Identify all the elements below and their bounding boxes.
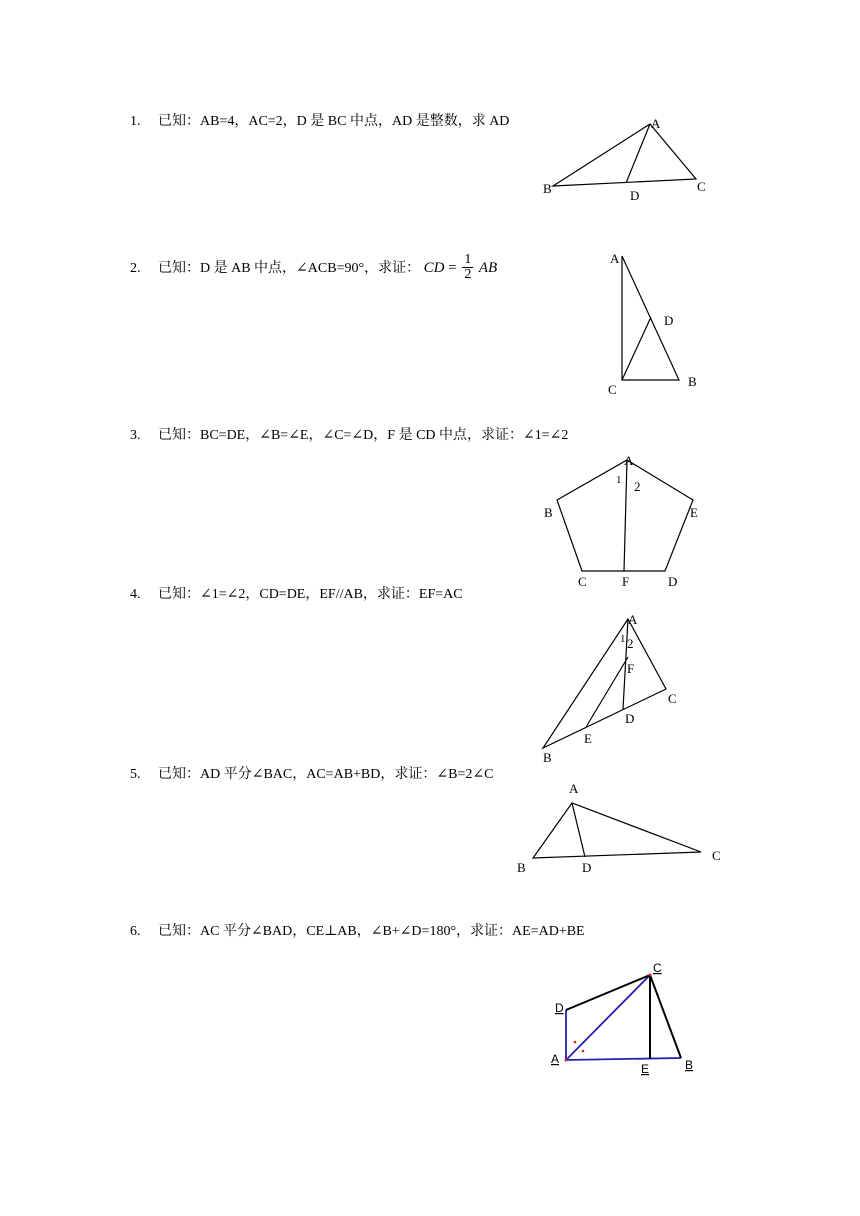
problem-text: 已知：AC 平分∠BAD，CE⊥AB，∠B+∠D=180°，求证：AE=AD+BE bbox=[158, 924, 585, 939]
label-C: C bbox=[653, 961, 662, 975]
segment-AC bbox=[566, 975, 650, 1060]
figure-6-quadrilateral bbox=[545, 960, 705, 1075]
formula-eq: = bbox=[448, 259, 457, 276]
problem-text: 已知：AB=4，AC=2，D 是 BC 中点，AD 是整数，求 AD bbox=[158, 114, 510, 129]
segment-AB bbox=[566, 1058, 681, 1060]
label-F: F bbox=[622, 574, 630, 589]
problem-3 bbox=[130, 424, 568, 444]
label-A: A bbox=[624, 453, 634, 468]
problem-5 bbox=[130, 763, 493, 783]
label-A: A bbox=[651, 116, 661, 131]
figure-3-pentagon bbox=[540, 452, 710, 589]
label-D: D bbox=[625, 711, 635, 726]
label-E: E bbox=[690, 505, 698, 520]
fraction bbox=[462, 253, 473, 282]
label-E: E bbox=[641, 1062, 650, 1076]
label-B: B bbox=[544, 505, 553, 520]
label-C: C bbox=[712, 848, 721, 863]
fraction-numerator: 1 bbox=[464, 252, 472, 267]
label-C: C bbox=[578, 574, 587, 589]
problem-1 bbox=[130, 110, 509, 130]
problem-text: 已知：∠1=∠2，CD=DE，EF//AB，求证：EF=AC bbox=[158, 587, 463, 602]
label-D: D bbox=[664, 313, 674, 328]
angle-1-label: 1 bbox=[616, 474, 622, 486]
problem-4 bbox=[130, 583, 463, 603]
label-B: B bbox=[543, 181, 552, 196]
label-A: A bbox=[569, 781, 579, 796]
label-F: F bbox=[627, 661, 635, 676]
angle-2-label: 2 bbox=[634, 479, 641, 494]
problem-number: 5. bbox=[130, 767, 141, 782]
label-D: D bbox=[555, 1001, 564, 1015]
formula bbox=[423, 252, 498, 282]
angle-2-label: 2 bbox=[627, 636, 634, 651]
fraction-denominator: 2 bbox=[464, 267, 472, 282]
formula-rhs: AB bbox=[478, 259, 498, 276]
formula-lhs: CD bbox=[423, 259, 445, 276]
problem-number: 3. bbox=[130, 428, 141, 443]
label-C: C bbox=[668, 691, 677, 706]
label-A: A bbox=[628, 612, 638, 627]
label-C: C bbox=[697, 179, 706, 194]
problem-number: 4. bbox=[130, 587, 141, 602]
figure-4-triangle bbox=[535, 610, 685, 765]
label-D: D bbox=[668, 574, 678, 589]
problem-6 bbox=[130, 920, 585, 940]
figure-2-right-triangle bbox=[600, 250, 710, 397]
problem-text: 已知：BC=DE，∠B=∠E，∠C=∠D，F 是 CD 中点，求证：∠1=∠2 bbox=[158, 428, 569, 443]
label-C: C bbox=[608, 382, 617, 397]
label-B: B bbox=[517, 860, 526, 875]
problem-text: 已知：D 是 AB 中点，∠ACB=90°，求证： bbox=[158, 260, 421, 276]
label-A: A bbox=[551, 1052, 560, 1066]
problem-text: 已知：AD 平分∠BAC，AC=AB+BD，求证：∠B=2∠C bbox=[158, 767, 494, 782]
figure-5-triangle bbox=[510, 780, 730, 880]
figure-1-triangle bbox=[540, 115, 710, 203]
label-B: B bbox=[685, 1058, 694, 1072]
angle-1-label: 1 bbox=[620, 633, 626, 645]
problem-number: 1. bbox=[130, 114, 141, 129]
label-D: D bbox=[582, 860, 592, 875]
label-B: B bbox=[543, 750, 552, 765]
problem-2 bbox=[130, 254, 497, 283]
segment-DC bbox=[566, 975, 650, 1010]
label-D: D bbox=[630, 188, 640, 203]
problem-number: 2. bbox=[130, 260, 141, 276]
label-B: B bbox=[688, 374, 697, 389]
label-E: E bbox=[584, 731, 592, 746]
label-A: A bbox=[610, 251, 620, 266]
problem-number: 6. bbox=[130, 924, 141, 939]
segment-CB bbox=[650, 975, 681, 1058]
